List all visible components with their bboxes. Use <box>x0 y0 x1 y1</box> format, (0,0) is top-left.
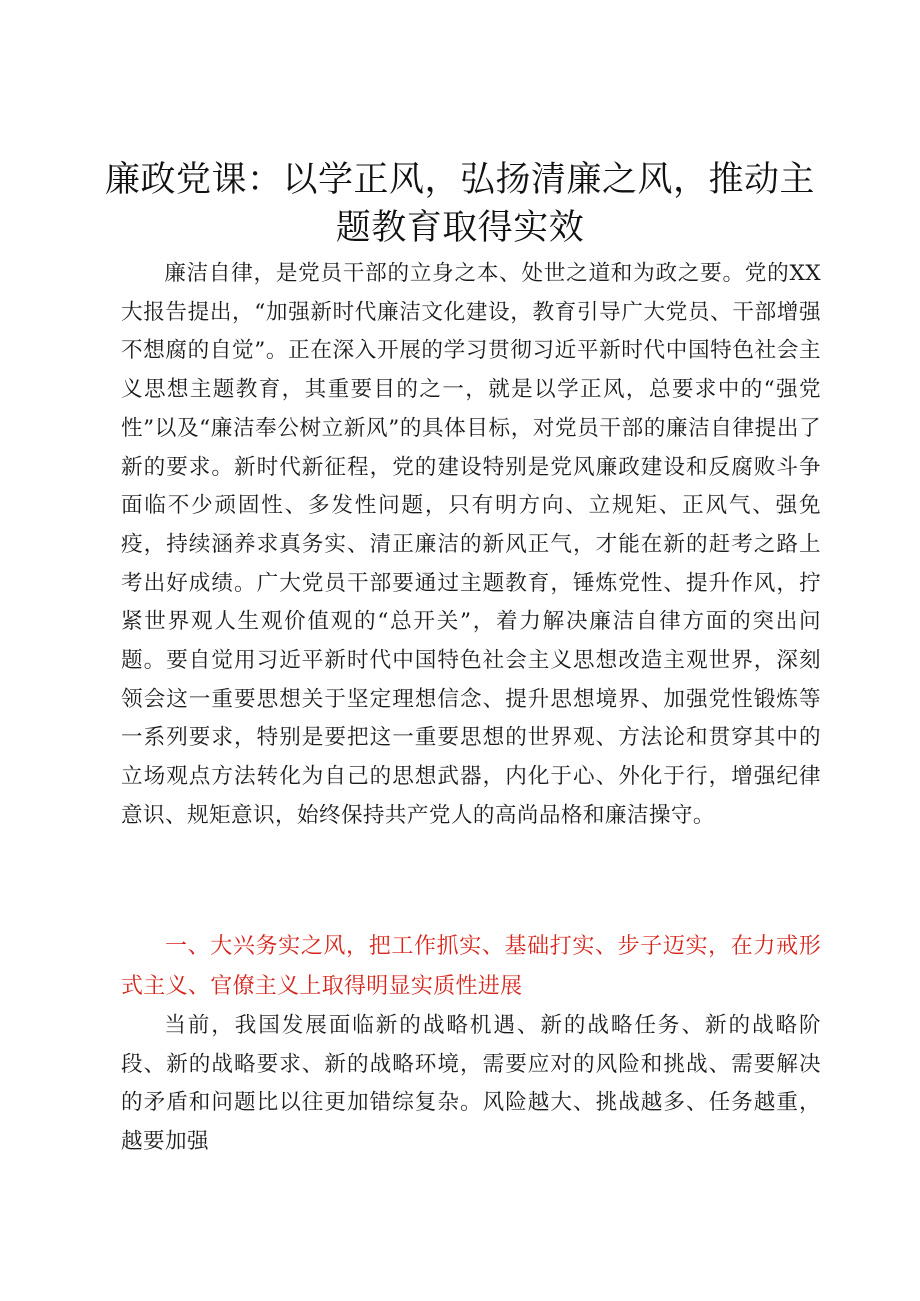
document-title: 廉政党课：以学正风，弘扬清廉之风，推动主题教育取得实效 <box>104 160 815 248</box>
body-paragraph-2: 当前，我国发展面临新的战略机遇、新的战略任务、新的战略阶段、新的战略要求、新的战略环境，需要应对的风险和挑战、需要解决的矛盾和问题比以往更加错综复杂。风险越大、挑战越多、任务越重，越要加强 <box>121 1013 821 1155</box>
body-paragraph-1: 廉洁自律，是党员干部的立身之本、处世之道和为政之要。党的XX大报告提出，“加强新时代廉洁文化建设，教育引导广大党员、干部增强不想腐的自觉”。正在深入开展的学习贯彻习近平新时代中国特色社会主义思想主题教育，其重要目的之一，就是以学正风，总要求中的“强党性”以及“廉洁奉公树立新风”的具体目标，对党员干部的廉洁自律提出了新的要求。新时代新征程，党的建设特别是党风廉政建设和反腐败斗争面临不少顽固性、多发性问题，只有明方向、立规矩、正风气、强免疫，持续涵养求真务实、清正廉洁的新风正气，才能在新的赶考之路上考出好成绩。广大党员干部要通过主题教育，锤炼党性、提升作风，拧紧世界观人生观价值观的“总开关”，着力解决廉洁自律方面的突出问题。要自觉用习近平新时代中国特色社会主义思想改造主观世界，深刻领会这一重要思想关于坚定理想信念、提升思想境界、加强党性锻炼等一系列要求，特别是要把这一重要思想的世界观、方法论和贯穿其中的立场观点方法转化为自己的思想武器，内化于心、外化于行，增强纪律意识、规矩意识，始终保持共产党人的高尚品格和廉洁操守。 <box>121 261 821 828</box>
section-heading: 一、大兴务实之风，把工作抓实、基础打实、步子迈实，在力戒形式主义、官僚主义上取得明显实质性进展 <box>121 934 821 999</box>
